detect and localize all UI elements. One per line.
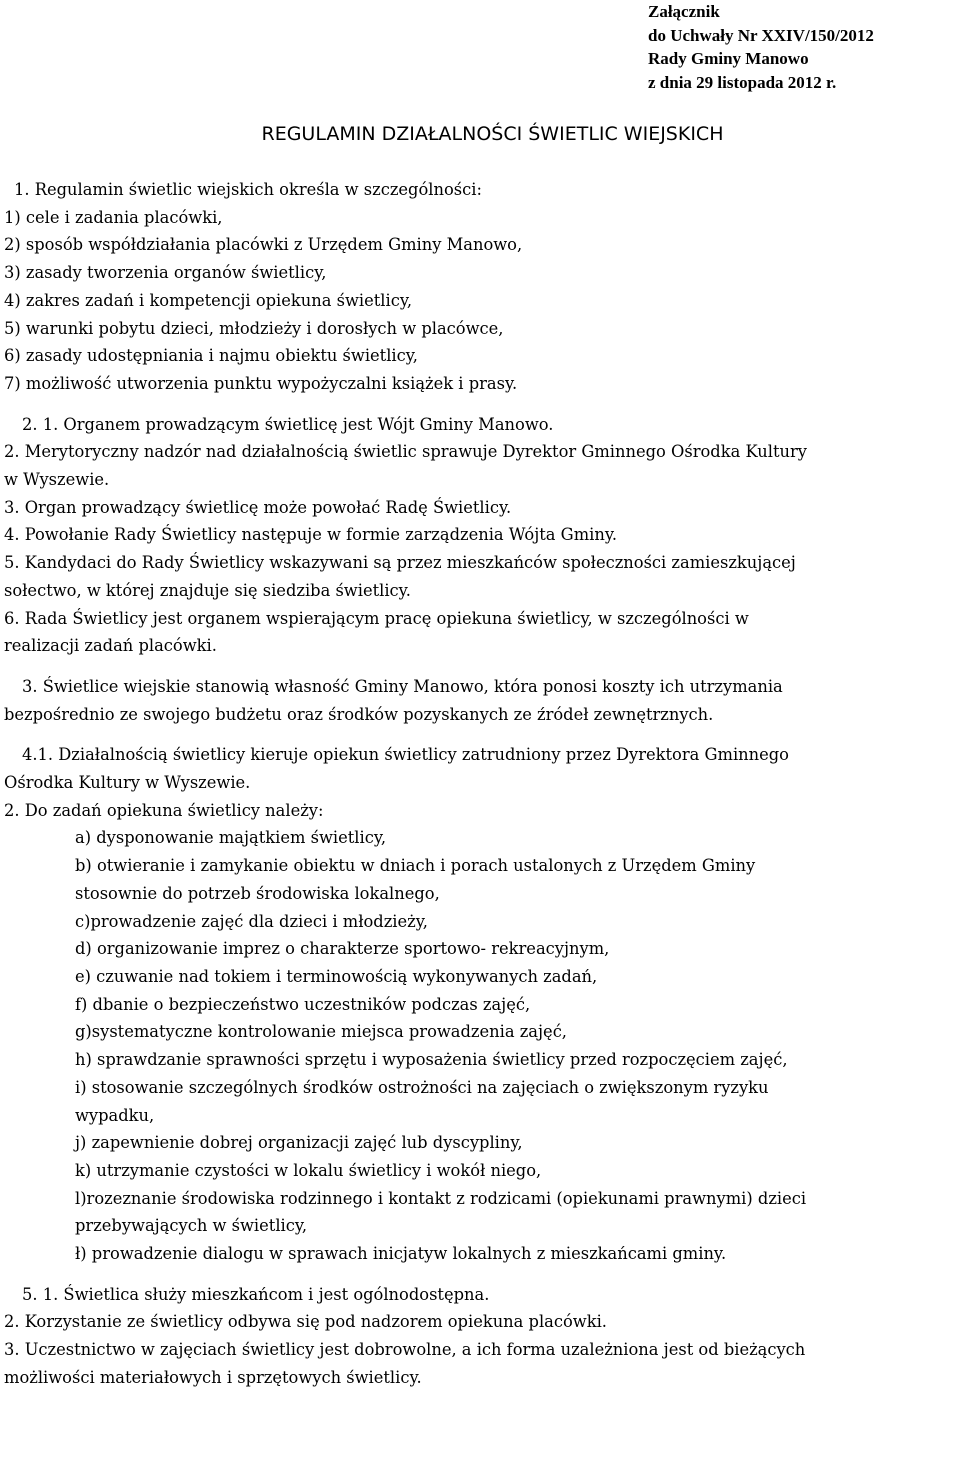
duty-item: e) czuwanie nad tokiem i terminowością wykonywanych zadań, — [75, 966, 598, 986]
duty-item: l)rozeznanie środowiska rodzinnego i kontakt z rodzicami (opiekunami prawnymi) dzieci — [75, 1188, 807, 1208]
attachment-line: Załącznik — [648, 2, 720, 21]
section-2-line: 2. 1. Organem prowadzącym świetlicę jest Wójt Gminy Manowo. — [22, 414, 554, 434]
paragraph-gap — [4, 398, 954, 411]
duty-item: f) dbanie o bezpieczeństwo uczestników podczas zajęć, — [75, 994, 531, 1014]
section-4-line: 2. Do zadań opiekuna świetlicy należy: — [4, 800, 324, 820]
duty-item: j) zapewnienie dobrej organizacji zajęć lub dyscypliny, — [75, 1133, 523, 1153]
section-2-line: 6. Rada Świetlicy jest organem wspierającym pracę opiekuna świetlicy, w szczególności w — [4, 608, 749, 628]
duty-item: i) stosowanie szczególnych środków ostrożności na zajęciach o zwiększonym ryzyku — [75, 1077, 769, 1097]
section-5-line: możliwości materiałowych i sprzętowych świetlicy. — [4, 1367, 422, 1387]
duty-item: c)prowadzenie zajęć dla dzieci i młodzieży, — [75, 911, 428, 931]
duty-item: h) sprawdzanie sprawności sprzętu i wyposażenia świetlicy przed rozpoczęciem zajęć, — [75, 1050, 788, 1070]
section-5-line: 5. 1. Świetlica służy mieszkańcom i jest ogólnodostępna. — [22, 1284, 490, 1304]
paragraph-gap — [4, 1268, 954, 1281]
section-2-line: w Wyszewie. — [4, 470, 110, 490]
section-1-item: 3) zasady tworzenia organów świetlicy, — [4, 263, 327, 283]
duty-item: b) otwieranie i zamykanie obiektu w dniach i porach ustalonych z Urzędem Gminy — [75, 856, 756, 876]
section-1-item: 2) sposób współdziałania placówki z Urzędem Gminy Manowo, — [4, 235, 523, 255]
duty-item: wypadku, — [75, 1105, 155, 1125]
section-2-line: 5. Kandydaci do Rady Świetlicy wskazywani są przez mieszkańców społeczności zamieszkującej — [4, 553, 796, 573]
section-4-line: 4.1. Działalnością świetlicy kieruje opiekun świetlicy zatrudniony przez Dyrektora Gminnego — [22, 745, 789, 765]
section-1-intro: 1. Regulamin świetlic wiejskich określa w szczególności: — [14, 180, 482, 199]
duty-item: k) utrzymanie czystości w lokalu świetlicy i wokół niego, — [75, 1160, 542, 1180]
section-2-line: 2. Merytoryczny nadzór nad działalnością świetlic sprawuje Dyrektor Gminnego Ośrodka Kultury — [4, 442, 807, 462]
duty-item: przebywających w świetlicy, — [75, 1216, 308, 1236]
section-5-line: 3. Uczestnictwo w zajęciach świetlicy jest dobrowolne, a ich forma uzależniona jest od bieżących — [4, 1340, 806, 1360]
duty-item: a) dysponowanie majątkiem świetlicy, — [75, 828, 387, 848]
section-1-item: 5) warunki pobytu dzieci, młodzieży i dorosłych w placówce, — [4, 318, 504, 338]
section-1-item: 1) cele i zadania placówki, — [4, 207, 223, 227]
section-2-line: sołectwo, w której znajduje się siedziba świetlicy. — [4, 580, 411, 600]
duty-item: g)systematyczne kontrolowanie miejsca prowadzenia zajęć, — [75, 1022, 567, 1042]
section-2-line: 4. Powołanie Rady Świetlicy następuje w formie zarządzenia Wójta Gminy. — [4, 525, 618, 545]
attachment-header — [648, 0, 874, 94]
paragraph-gap — [4, 660, 954, 673]
section-1-item: 6) zasady udostępniania i najmu obiektu świetlicy, — [4, 346, 418, 366]
section-5-line: 2. Korzystanie ze świetlicy odbywa się pod nadzorem opiekuna placówki. — [4, 1312, 607, 1332]
section-4-line: Ośrodka Kultury w Wyszewie. — [4, 773, 251, 793]
paragraph-gap — [4, 728, 954, 741]
section-3-line: bezpośrednio ze swojego budżetu oraz środków pozyskanych ze źródeł zewnętrznych. — [4, 704, 714, 724]
document-title: REGULAMIN DZIAŁALNOŚCI ŚWIETLIC WIEJSKICH — [261, 123, 724, 145]
section-1-item: 4) zakres zadań i kompetencji opiekuna świetlicy, — [4, 290, 413, 310]
attachment-line: z dnia 29 listopada 2012 r. — [648, 72, 837, 92]
attachment-line: do Uchwały Nr XXIV/150/2012 — [648, 25, 874, 45]
duty-item: d) organizowanie imprez o charakterze sportowo- rekreacyjnym, — [75, 939, 610, 959]
section-3-line: 3. Świetlice wiejskie stanowią własność Gminy Manowo, która ponosi koszty ich utrzymania — [22, 676, 783, 696]
section-2-line: 3. Organ prowadzący świetlicę może powołać Radę Świetlicy. — [4, 497, 512, 517]
section-1-item: 7) możliwość utworzenia punktu wypożyczalni książek i prasy. — [4, 373, 518, 393]
attachment-line: Rady Gminy Manowo — [648, 49, 809, 68]
duty-item: ł) prowadzenie dialogu w sprawach inicjatyw lokalnych z mieszkańcami gminy. — [75, 1244, 727, 1264]
section-2-line: realizacji zadań placówki. — [4, 636, 217, 656]
document-body — [4, 176, 954, 1392]
duty-item: stosownie do potrzeb środowiska lokalnego, — [75, 883, 440, 903]
